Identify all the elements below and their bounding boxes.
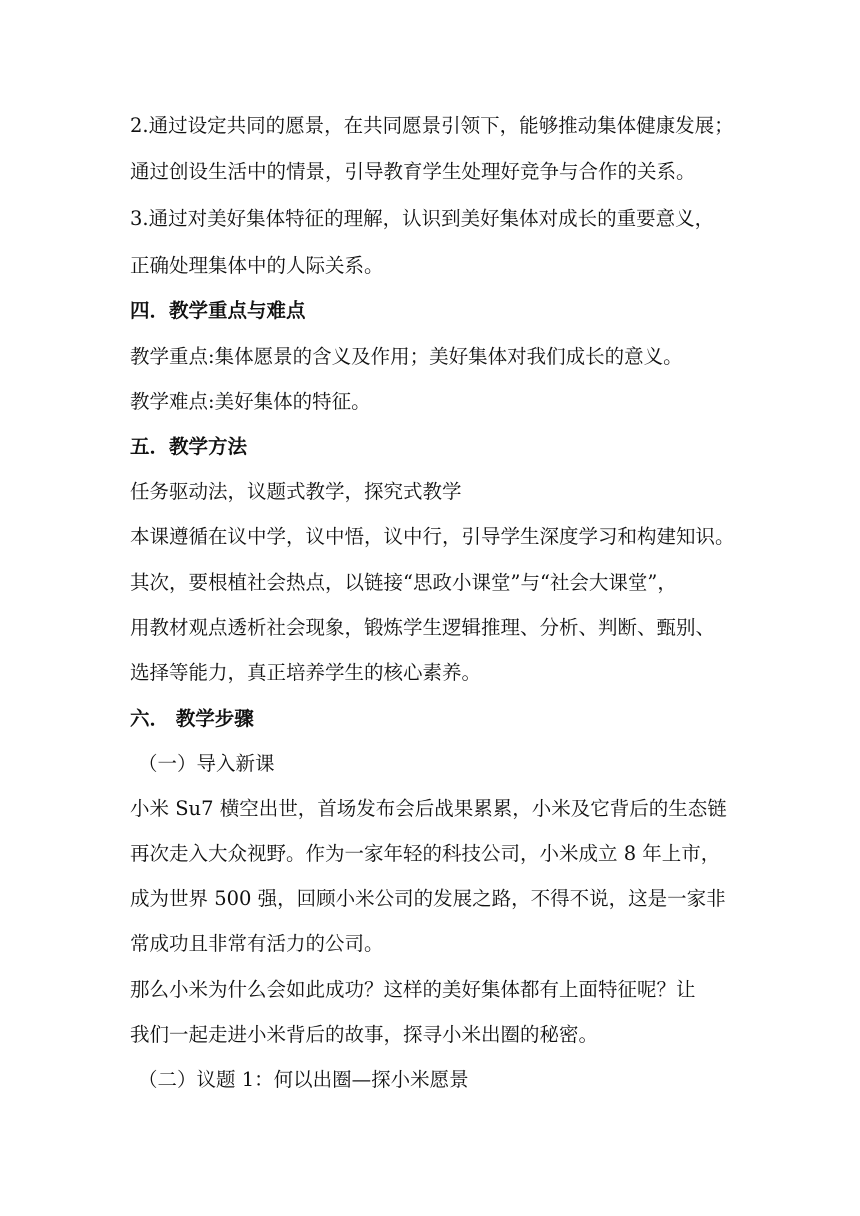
question-paragraph-line-2: 我们一起走进小米背后的故事，探寻小米出圈的秘密。 <box>130 1023 599 1046</box>
goal-2-line-1: 2.通过设定共同的愿景，在共同愿景引领下，能够推动集体健康发展； <box>130 114 734 137</box>
subsection-heading-intro: （一）导入新课 <box>138 752 275 775</box>
methods-paragraph-line-2: 其次，要根植社会热点，以链接“思政小课堂”与“社会大课堂”， <box>130 571 677 594</box>
key-point-text: 教学重点:集体愿景的含义及作用；美好集体对我们成长的意义。 <box>130 345 683 368</box>
intro-paragraph-line-2: 再次走入大众视野。作为一家年轻的科技公司，小米成立 8 年上市， <box>130 842 721 865</box>
goal-2-line-2: 通过创设生活中的情景，引导教育学生处理好竞争与合作的关系。 <box>130 160 696 183</box>
section-heading-methods: 五．教学方法 <box>130 435 248 458</box>
methods-text: 任务驱动法，议题式教学，探究式教学 <box>130 480 462 503</box>
methods-paragraph-line-4: 选择等能力，真正培养学生的核心素养。 <box>130 661 482 684</box>
difficult-point-text: 教学难点:美好集体的特征。 <box>130 390 371 413</box>
question-paragraph-line-1: 那么小米为什么会如此成功？这样的美好集体都有上面特征呢？让 <box>130 978 696 1001</box>
methods-paragraph-line-3: 用教材观点透析社会现象，锻炼学生逻辑推理、分析、判断、甄别、 <box>130 616 716 639</box>
intro-paragraph-line-4: 常成功且非常有活力的公司。 <box>130 932 384 955</box>
goal-3-line-1: 3.通过对美好集体特征的理解，认识到美好集体对成长的重要意义， <box>130 207 715 230</box>
intro-paragraph-line-3: 成为世界 500 强，回顾小米公司的发展之路，不得不说，这是一家非 <box>130 887 726 910</box>
goal-3-line-2: 正确处理集体中的人际关系。 <box>130 254 384 277</box>
subsection-heading-topic-1: （二）议题 1：何以出圈—探小米愿景 <box>138 1068 469 1091</box>
section-heading-key-points: 四．教学重点与难点 <box>130 299 306 322</box>
intro-paragraph-line-1: 小米 Su7 横空出世，首场发布会后战果累累，小米及它背后的生态链 <box>130 797 727 820</box>
methods-paragraph-line-1: 本课遵循在议中学，议中悟，议中行，引导学生深度学习和构建知识。 <box>130 525 735 548</box>
section-heading-steps: 六． 教学步骤 <box>130 707 254 730</box>
